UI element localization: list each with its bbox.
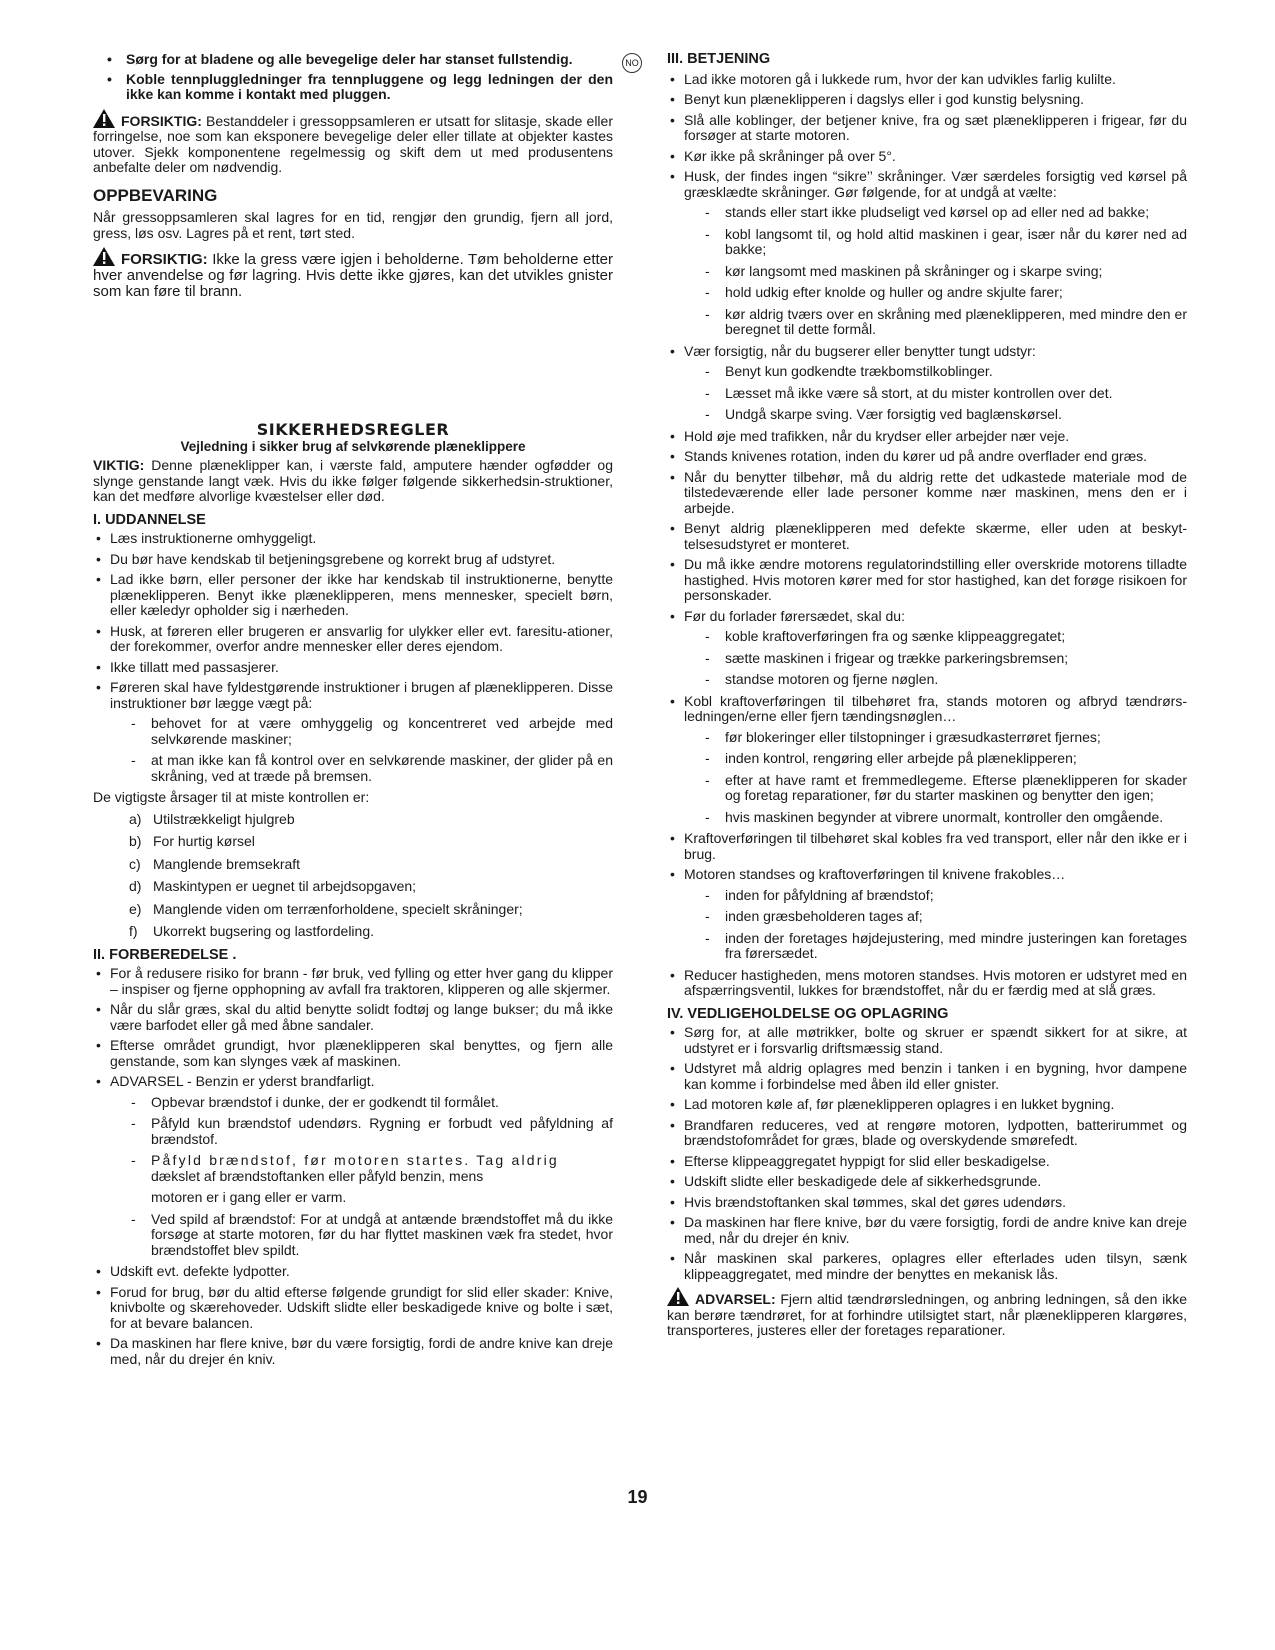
cause-letter: c) bbox=[129, 855, 141, 872]
list-item: • Slå alle koblinger, der betjener knive, fra og sæt plæneklipperen i frigear, før du forsøger at starte motoren. bbox=[667, 113, 1187, 144]
list-item: • Udskift slidte eller beskadigede dele af sikkerhedsgrunde. bbox=[667, 1174, 1187, 1190]
list-item: • ADVARSEL - Benzin er yderst brandfarligt. bbox=[93, 1074, 613, 1090]
list-item: - stands eller start ikke pludseligt ved kørsel op ad eller ned ad bakke; bbox=[667, 205, 1187, 221]
section-1-list bbox=[93, 531, 613, 711]
list-item: - hvis maskinen begynder at vibrere unormalt, kontroller den omgående. bbox=[667, 810, 1187, 826]
warning-text: Fjern altid tændrørsledningen, og anbring ledningen, så den ikke kan berøre tændrøret, for at forhindre utilsigtet start, når plæneklipperen klargøres, transporteres, justeres eller der foretages reparationer. bbox=[667, 1291, 1187, 1338]
list-item: - kør langsomt med maskinen på skråninger og i skarpe sving; bbox=[667, 264, 1187, 280]
important-text: Denne plæneklipper kan, i værste fald, amputere hænder ogfødder og slynge genstande langt væk. Hvis du ikke følger følgende sikkerhedsin-struktioner, kan det medføre alvorlige kvæstelser eller død. bbox=[93, 457, 613, 504]
cause-letter: d) bbox=[129, 878, 142, 894]
list-item: • Forud for brug, bør du altid efterse følgende grundigt for slid eller skader: Knive, knivbolte og skærehoveder. Udskift slidte eller beskadigede knive og bolte i sæt, for at bevare balancen. bbox=[93, 1285, 613, 1332]
cause-item bbox=[93, 857, 613, 873]
storage-text: Når gressoppsamleren skal lagres for en tid, rengjør den grundig, fjern all jord, gress, løs osv. Lagres på et rent, tørt sted. bbox=[93, 209, 613, 241]
section-3-list-e bbox=[667, 831, 1187, 883]
important-note bbox=[93, 458, 613, 505]
list-item: • Hvis brændstoftanken skal tømmes, skal det gøres udendørs. bbox=[667, 1195, 1187, 1211]
section-2-list-a bbox=[93, 966, 613, 1090]
list-item: - kobl langsomt til, og hold altid maskinen i gear, især når du kører ned ad bakke; bbox=[667, 227, 1187, 258]
section-3-dash-list-c bbox=[667, 629, 1187, 688]
warning-triangle-icon bbox=[93, 109, 115, 128]
cause-text: Maskintypen er uegnet til arbejdsopgaven; bbox=[153, 878, 417, 894]
list-item: • Lad ikke motoren gå i lukkede rum, hvor der kan udvikles farlig kulilte. bbox=[667, 72, 1187, 88]
indent-line: motoren er i gang eller er varm. bbox=[151, 1189, 347, 1205]
list-item: - Påfyld kun brændstof udendørs. Rygning er forbudt ved påfyldning af brændstof. bbox=[93, 1116, 613, 1147]
list-item: • Lad motoren køle af, før plæneklipperen oplagres i en lukket bygning. bbox=[667, 1097, 1187, 1113]
list-item: • Kobl kraftoverføringen til tilbehøret fra, stands motoren og afbryd tændrørs-ledningen/erne eller fjern tændingsnøglen… bbox=[667, 694, 1187, 725]
list-item: - Benyt kun godkendte trækbomstilkoblinger. bbox=[667, 364, 1187, 380]
list-item: • Efterse området grundigt, hvor plæneklipperen skal benyttes, og fjern alle genstande, som kan slynges væk af maskinen. bbox=[93, 1038, 613, 1069]
section-3-list-d bbox=[667, 694, 1187, 725]
warning-label: ADVARSEL: bbox=[695, 1291, 776, 1307]
section-3-heading: III. BETJENING bbox=[667, 51, 771, 67]
list-item: • Husk, der findes ingen “sikre’’ skråninger. Vær særdeles forsigtig ved kørsel på græsklædte skråninger. Gør følgende, for at undgå at vælte: bbox=[667, 169, 1187, 200]
cause-letter: f) bbox=[129, 923, 138, 939]
safety-subtitle: Vejledning i sikker brug af selvkørende plæneklippere bbox=[180, 438, 526, 454]
section-3-dash-list-e bbox=[667, 888, 1187, 962]
list-item: • For å redusere risiko for brann - før bruk, ved fylling og etter hver gang du klipper – inspiser og fjerne opphopning av avfall fra traktoren, klipperen og alle skjermer. bbox=[93, 966, 613, 997]
top-bold-list bbox=[93, 52, 613, 103]
section-2-dash-spaced bbox=[93, 1153, 613, 1184]
section-3-list-a bbox=[667, 72, 1187, 201]
cause-item bbox=[93, 879, 613, 895]
list-item: • Når du slår græs, skal du altid benytte solidt fodtøj og lange bukser; du må ikke være barfodet eller gå med åbne sandaler. bbox=[93, 1002, 613, 1033]
important-label: VIKTIG: bbox=[93, 457, 145, 473]
cause-text: Manglende viden om terrænforholdene, specielt skråninger; bbox=[153, 900, 523, 917]
list-item: • Føreren skal have fyldestgørende instruktioner i brugen af plæneklipperen. Disse instruktioner bør lægge vægt på: bbox=[93, 680, 613, 711]
list-item bbox=[93, 1153, 613, 1184]
section-2-heading: II. FORBEREDELSE . bbox=[93, 946, 237, 963]
list-item: • Sørg for at bladene og alle bevegelige deler har stanset fullstendig. bbox=[93, 52, 613, 68]
list-item: • Udskift evt. defekte lydpotter. bbox=[93, 1264, 613, 1280]
list-item: - sætte maskinen i frigear og trække parkeringsbremsen; bbox=[667, 651, 1187, 667]
section-3-list-f bbox=[667, 968, 1187, 999]
cause-letter: e) bbox=[129, 900, 142, 917]
storage-heading: OPPBEVARING bbox=[93, 185, 218, 205]
list-item: - at man ikke kan få kontrol over en selvkørende maskiner, der glider på en skråning, ved at træde på bremsen. bbox=[93, 753, 613, 784]
list-item: - før blokeringer eller tilstopninger i græsudkasterrøret fjernes; bbox=[667, 730, 1187, 746]
caution-text: Ikke la gress være igjen i beholderne. Tøm beholderne etter hver anvendelse og før lagring. Hvis dette ikke gjøres, kan det utvikles gnister som kan føre til brann. bbox=[93, 251, 613, 300]
list-item: - Ved spild af brændstof: For at undgå at antænde brændstoffet må du ikke forsøge at starte motoren, før du har flyttet maskinen væk fra stedet, hvor brændstoffet blev spildt. bbox=[93, 1212, 613, 1259]
section-2-dash-list-a bbox=[93, 1095, 613, 1148]
cause-letter: a) bbox=[129, 810, 142, 827]
cause-item bbox=[93, 834, 613, 850]
list-item: • Lad ikke børn, eller personer der ikke har kendskab til instruktionerne, benytte plæneklipperen. Benyt ikke plæneklipperen, mens mennesker, specielt børn, eller kæledyr opholder sig i nærheden. bbox=[93, 572, 613, 619]
list-item: • Da maskinen har flere knive, bør du være forsigtig, fordi de andre knive kan dreje med, når du drejer én kniv. bbox=[93, 1336, 613, 1367]
list-item: • Husk, at føreren eller brugeren er ansvarlig for ulykker eller evt. faresitu-ationer, der forekommer, overfor andre mennesker eller deres ejendom. bbox=[93, 624, 613, 655]
cause-text: Ukorrekt bugsering og lastfordeling. bbox=[153, 923, 375, 939]
cause-item bbox=[93, 812, 613, 828]
section-2-dash-list-b bbox=[93, 1212, 613, 1259]
list-item: • Benyt kun plæneklipperen i dagslys eller i god kunstig belysning. bbox=[667, 92, 1187, 108]
list-item: • Ikke tillatt med passasjerer. bbox=[93, 660, 613, 676]
list-item: - kør aldrig tværs over en skråning med plæneklipperen, med mindre den er beregnet til dette formål. bbox=[667, 307, 1187, 338]
list-item: • Benyt aldrig plæneklipperen med defekte skærme, eller uden at beskyt-telsesudstyret er monteret. bbox=[667, 521, 1187, 552]
list-item: • Hold øje med trafikken, når du krydser eller arbejder nær veje. bbox=[667, 429, 1187, 445]
warning-triangle-icon bbox=[93, 247, 115, 266]
section-4-list bbox=[667, 1025, 1187, 1282]
section-3-dash-list-d bbox=[667, 730, 1187, 826]
language-badge: NO bbox=[622, 53, 642, 73]
list-item: - Læsset må ikke være så stort, at du mister kontrollen over det. bbox=[667, 386, 1187, 402]
list-item: • Koble tennpluggledninger fra tennpluggene og legg ledningen der den ikke kan komme i kontakt med pluggen. bbox=[93, 72, 613, 103]
list-item: • Motoren standses og kraftoverføringen til knivene frakobles… bbox=[667, 867, 1187, 883]
list-item: • Når du benytter tilbehør, må du aldrig rette det udkastede materiale mod de tilstedeværende eller lade personer komme nær maskinen, mens den er i arbejde. bbox=[667, 470, 1187, 517]
list-item: - inden for påfyldning af brændstof; bbox=[667, 888, 1187, 904]
warning-triangle-icon bbox=[667, 1287, 689, 1306]
page-number: 19 bbox=[627, 1487, 648, 1507]
section-1-dash-list bbox=[93, 716, 613, 784]
list-item: • Reducer hastigheden, mens motoren standses. Hvis motoren er udstyret med en afspærringsventil, lukkes for brændstoffet, når du er færdig med at slå græs. bbox=[667, 968, 1187, 999]
causes-intro: De vigtigste årsager til at miste kontrollen er: bbox=[93, 789, 370, 805]
cause-text: For hurtig kørsel bbox=[153, 833, 255, 849]
list-item: • Brandfaren reduceres, ved at rengøre motoren, lydpotten, batterirummet og brændstofområdet for græs, blade og overskydende smørefedt. bbox=[667, 1118, 1187, 1149]
list-item: • Sørg for, at alle møtrikker, bolte og skruer er spændt sikkert for at sikre, at udstyret er i forsvarlig driftsmæssig stand. bbox=[667, 1025, 1187, 1056]
list-item: • Da maskinen har flere knive, bør du være forsigtig, fordi de andre knive kan dreje med, når du drejer én kniv. bbox=[667, 1215, 1187, 1246]
list-item: - Undgå skarpe sving. Vær forsigtig ved baglænskørsel. bbox=[667, 407, 1187, 423]
section-3-list-c bbox=[667, 429, 1187, 625]
safety-title: SIKKERHEDSREGLER bbox=[256, 420, 450, 439]
list-item: • Kør ikke på skråninger på over 5°. bbox=[667, 149, 1187, 165]
causes-list bbox=[93, 812, 613, 940]
spaced-text-cont: dækslet af brændstoftanken eller påfyld benzin, mens bbox=[151, 1167, 484, 1184]
list-item: • Vær forsigtig, når du bugserer eller benytter tungt udstyr: bbox=[667, 344, 1187, 360]
left-column bbox=[93, 52, 613, 1372]
list-item: • Udstyret må aldrig oplagres med benzin i tanken i en bygning, hvor dampene kan komme i forbindelse med åben ild eller gnister. bbox=[667, 1061, 1187, 1092]
caution-note-1 bbox=[93, 109, 613, 176]
warning-note bbox=[667, 1287, 1187, 1339]
section-3-dash-list-b bbox=[667, 364, 1187, 423]
list-item: • Du bør have kendskab til betjeningsgrebene og korrekt brug af udstyret. bbox=[93, 552, 613, 568]
section-3-list-b bbox=[667, 344, 1187, 360]
list-item: • Læs instruktionerne omhyggeligt. bbox=[93, 531, 613, 547]
list-item: - inden græsbeholderen tages af; bbox=[667, 909, 1187, 925]
list-item: - inden kontrol, rengøring eller arbejde på plæneklipperen; bbox=[667, 751, 1187, 767]
cause-item bbox=[93, 924, 613, 940]
list-item: • Stands knivenes rotation, inden du kører ud på andre overflader end græs. bbox=[667, 449, 1187, 465]
section-3-dash-list-a bbox=[667, 205, 1187, 338]
list-item: - standse motoren og fjerne nøglen. bbox=[667, 672, 1187, 688]
list-item: - hold udkig efter knolde og huller og andre skjulte farer; bbox=[667, 285, 1187, 301]
cause-text: Manglende bremsekraft bbox=[153, 855, 301, 872]
list-item: • Når maskinen skal parkeres, oplagres eller efterlades uden tilsyn, sænk klippeaggregatet, med mindre der benyttes en mekanisk lås. bbox=[667, 1251, 1187, 1282]
safety-title-block bbox=[93, 422, 613, 454]
caution-label: FORSIKTIG: bbox=[121, 112, 202, 129]
spaced-text: Påfyld brændstof, før motoren startes. Tag aldrig bbox=[151, 1152, 559, 1168]
list-item: • Efterse klippeaggregatet hyppigt for slid eller beskadigelse. bbox=[667, 1154, 1187, 1170]
cause-item bbox=[93, 902, 613, 918]
list-item: - inden der foretages højdejustering, med mindre justeringen kan foretages fra førersædet. bbox=[667, 931, 1187, 962]
section-1-heading: I. UDDANNELSE bbox=[93, 511, 206, 528]
cause-text: Utilstrækkeligt hjulgreb bbox=[153, 810, 295, 827]
list-item: - efter at have ramt et fremmedlegeme. Efterse plæneklipperen for skader og foretag reparationer, før du starter maskinen og benytter den igen; bbox=[667, 773, 1187, 804]
list-item: • Kraftoverføringen til tilbehøret skal kobles fra ved transport, eller når den ikke er i brug. bbox=[667, 831, 1187, 862]
caution-text: Bestanddeler i gressoppsamleren er utsatt for slitasje, skade eller forringelse, noe som kan eksponere bevegelige deler eller tillate at objekter kastes utover. Sjekk komponentene regelmessig og skift dem ut med produsentens anbefalte deler om nødvendig. bbox=[93, 112, 613, 175]
caution-note-2 bbox=[93, 247, 613, 300]
cause-letter: b) bbox=[129, 833, 142, 849]
section-4-heading: IV. VEDLIGEHOLDELSE OG OPLAGRING bbox=[667, 1005, 949, 1022]
right-column bbox=[667, 52, 1187, 1339]
list-item: - koble kraftoverføringen fra og sænke klippeaggregatet; bbox=[667, 629, 1187, 645]
list-item: - Opbevar brændstof i dunke, der er godkendt til formålet. bbox=[93, 1095, 613, 1111]
caution-label: FORSIKTIG: bbox=[121, 251, 208, 268]
list-item: • Du må ikke ændre motorens regulatorindstilling eller overskride motorens tilladte hastighed. Hvis motoren kører med for stor hastighed, kan det forøge risikoen for personskader. bbox=[667, 557, 1187, 604]
section-2-list-b bbox=[93, 1264, 613, 1367]
list-item: - behovet for at være omhyggelig og koncentreret ved arbejde med selvkørende maskiner; bbox=[93, 716, 613, 747]
list-item: • Før du forlader førersædet, skal du: bbox=[667, 609, 1187, 625]
